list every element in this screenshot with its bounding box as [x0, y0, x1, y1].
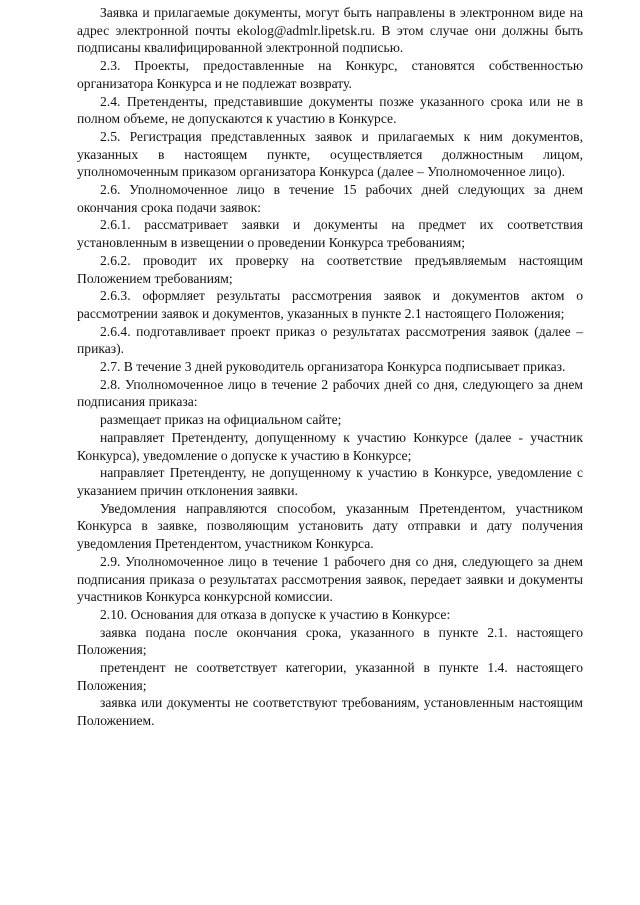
paragraph-2-6-4: 2.6.4. подготавливает проект приказ о результатах рассмотрения заявок (далее – приказ). — [77, 323, 583, 357]
paragraph-2-3: 2.3. Проекты, предоставленные на Конкурс, становятся собственностью организатора Конкурса и не подлежат возврату. — [77, 58, 583, 91]
paragraph-2-8-notify-rejected: направляет Претенденту, не допущенному к участию в Конкурсе, уведомление с указанием причин отклонения заявки. — [77, 465, 583, 498]
paragraph-2-4: 2.4. Претенденты, представившие документы позже указанного срока или не в полном объеме, не допускаются к участию в Конкурсе. — [77, 93, 583, 127]
paragraph-2-8: 2.8. Уполномоченное лицо в течение 2 рабочих дней со дня, следующего за днем подписания приказа: — [77, 376, 583, 410]
paragraph-2-10-requirements: заявка или документы не соответствуют требованиям, установленным настоящим Положением. — [77, 695, 583, 729]
paragraph-2-6: 2.6. Уполномоченное лицо в течение 15 рабочих дней следующих за днем окончания срока подачи заявок: — [77, 182, 583, 215]
paragraph-2-9: 2.9. Уполномоченное лицо в течение 1 рабочего дня со дня, следующего за днем подписания приказа о результатах рассмотрения заявок, передает заявки и документы участников Конкурса конкурсной комиссии. — [77, 553, 583, 605]
paragraph-2-7: 2.7. В течение 3 дней руководитель организатора Конкурса подписывает приказ. — [100, 359, 566, 375]
paragraph-2-5: 2.5. Регистрация представленных заявок и прилагаемых к ним документов, указанных в настоящем пункте, осуществляется должностным лицом, уполномоченным приказом организатора Конкурса (далее – Уполномоченное лицо). — [77, 128, 583, 180]
paragraph-2-10-category: претендент не соответствует категории, указанной в пункте 1.4. настоящего Положения; — [77, 660, 583, 693]
document-body — [77, 4, 583, 730]
paragraph-2-6-1: 2.6.1. рассматривает заявки и документы на предмет их соответствия установленным в извещении о проведении Конкурса требованиям; — [77, 217, 583, 251]
paragraph-2-6-2: 2.6.2. проводит их проверку на соответствие предъявляемым настоящим Положением требованиям; — [77, 252, 583, 286]
paragraph-notification-method: Уведомления направляются способом, указанным Претендентом, участником Конкурса в заявке, позволяющим установить дату отправки и дату получения уведомления Претендентом, участником Конкурса. — [77, 500, 583, 552]
paragraph-2-10: 2.10. Основания для отказа в допуске к участию в Конкурсе: — [100, 606, 451, 622]
paragraph-2-8-notify-admitted: направляет Претенденту, допущенному к участию Конкурсе (далее - участник Конкурса), уведомление о допуске к участию в Конкурсе; — [77, 429, 583, 463]
paragraph-2-10-late: заявка подана после окончания срока, указанного в пункте 2.1. настоящего Положения; — [77, 624, 583, 658]
paragraph-2-8-publish: размещает приказ на официальном сайте; — [100, 412, 342, 428]
paragraph-application-email: Заявка и прилагаемые документы, могут быть направлены в электронном виде на адрес электронной почты ekolog@admlr.lipetsk.ru. В этом случае они должны быть подписаны квалифицированной электронной подписью. — [77, 5, 583, 56]
paragraph-2-6-3: 2.6.3. оформляет результаты рассмотрения заявок и документов актом о рассмотрении заявок и документов, указанных в пункте 2.1 настоящего Положения; — [77, 288, 583, 321]
